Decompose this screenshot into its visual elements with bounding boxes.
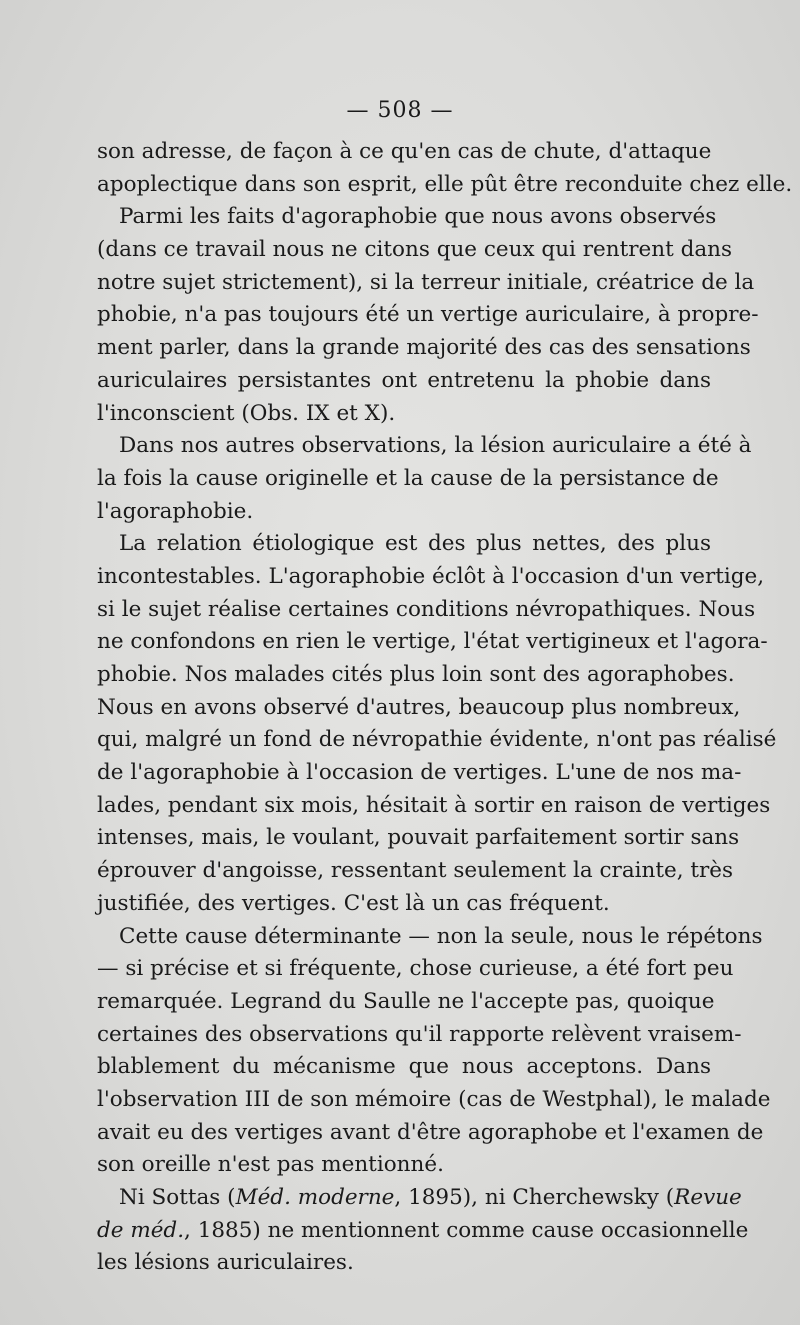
text-line: son adresse, de façon à ce qu'en cas de chute, d'attaque — [97, 139, 712, 164]
text-line: (dans ce travail nous ne citons que ceux qui rentrent dans — [97, 237, 733, 263]
text-line: lades, pendant six mois, hésitait à sortir en raison de vertiges — [97, 792, 771, 818]
text-line: Parmi les faits d'agoraphobie que nous avons observés — [119, 204, 717, 230]
text-line: qui, malgré un fond de névropathie évidente, n'ont pas réalisé — [97, 727, 777, 753]
text-line: apoplectique dans son esprit, elle pût être reconduite chez elle. — [97, 171, 793, 197]
italic-title: Méd. moderne — [235, 1185, 395, 1210]
text-line — [97, 1215, 749, 1248]
lines-container — [97, 136, 793, 1182]
text-line: intenses, mais, le voulant, pouvait parfaitement sortir sans — [97, 825, 740, 851]
text-line: Nous en avons observé d'autres, beaucoup plus nombreux, — [97, 694, 741, 720]
text-line: blablement du mécanisme que nous acceptons. Dans — [97, 1054, 711, 1080]
text-fragment: , 1885) ne mentionnent comme cause occasionnelle — [184, 1217, 749, 1243]
italic-title: de méd. — [97, 1217, 185, 1243]
text-line — [97, 1182, 742, 1215]
text-line: certaines des observations qu'il rapporte relèvent vraisem- — [97, 1021, 742, 1047]
text-line: incontestables. L'agoraphobie éclôt à l'occasion d'un vertige, — [97, 563, 765, 589]
text-line: remarquée. Legrand du Saulle ne l'accepte pas, quoique — [97, 988, 715, 1014]
text-line: l'inconscient (Obs. IX et X). — [97, 400, 396, 426]
text-line: si le sujet réalise certaines conditions névropathiques. Nous — [97, 596, 756, 622]
text-line: éprouver d'angoisse, ressentant seulement la crainte, très — [97, 858, 734, 884]
text-line: La relation étiologique est des plus nettes, des plus — [119, 531, 711, 557]
text-line: Dans nos autres observations, la lésion auriculaire a été à — [119, 433, 752, 459]
text-line: l'observation III de son mémoire (cas de Westphal), le malade — [97, 1086, 771, 1112]
text-fragment: , 1895), ni Cherchewsky ( — [394, 1185, 675, 1210]
text-line: auriculaires persistantes ont entretenu la phobie dans — [97, 367, 711, 393]
text-line: les lésions auriculaires. — [97, 1250, 354, 1276]
body-text — [97, 136, 793, 1280]
italic-title: Revue — [674, 1185, 742, 1210]
text-line: son oreille n'est pas mentionné. — [97, 1152, 444, 1178]
text-line: — si précise et si fréquente, chose curieuse, a été fort peu — [97, 956, 734, 982]
text-line: notre sujet strictement), si la terreur initiale, créatrice de la — [97, 269, 755, 295]
text-line: ment parler, dans la grande majorité des cas des sensations — [97, 335, 751, 361]
text-line: phobie. Nos malades cités plus loin sont des agoraphobes. — [97, 662, 735, 687]
text-line: ne confondons en rien le vertige, l'état vertigineux et l'agora- — [97, 629, 768, 655]
text-line: justifiée, des vertiges. C'est là un cas fréquent. — [97, 890, 610, 916]
text-line: avait eu des vertiges avant d'être agoraphobe et l'examen de — [97, 1119, 764, 1145]
text-line: la fois la cause originelle et la cause de la persistance de — [97, 465, 719, 491]
text-line: de l'agoraphobie à l'occasion de vertiges. L'une de nos ma- — [97, 760, 742, 786]
text-fragment: Ni Sottas ( — [119, 1185, 236, 1210]
text-line: phobie, n'a pas toujours été un vertige auriculaire, à propre- — [97, 302, 759, 328]
page-number: — 508 — — [346, 98, 454, 123]
text-line: l'agoraphobie. — [97, 498, 254, 524]
text-line: Cette cause déterminante — non la seule, nous le répétons — [119, 923, 763, 949]
